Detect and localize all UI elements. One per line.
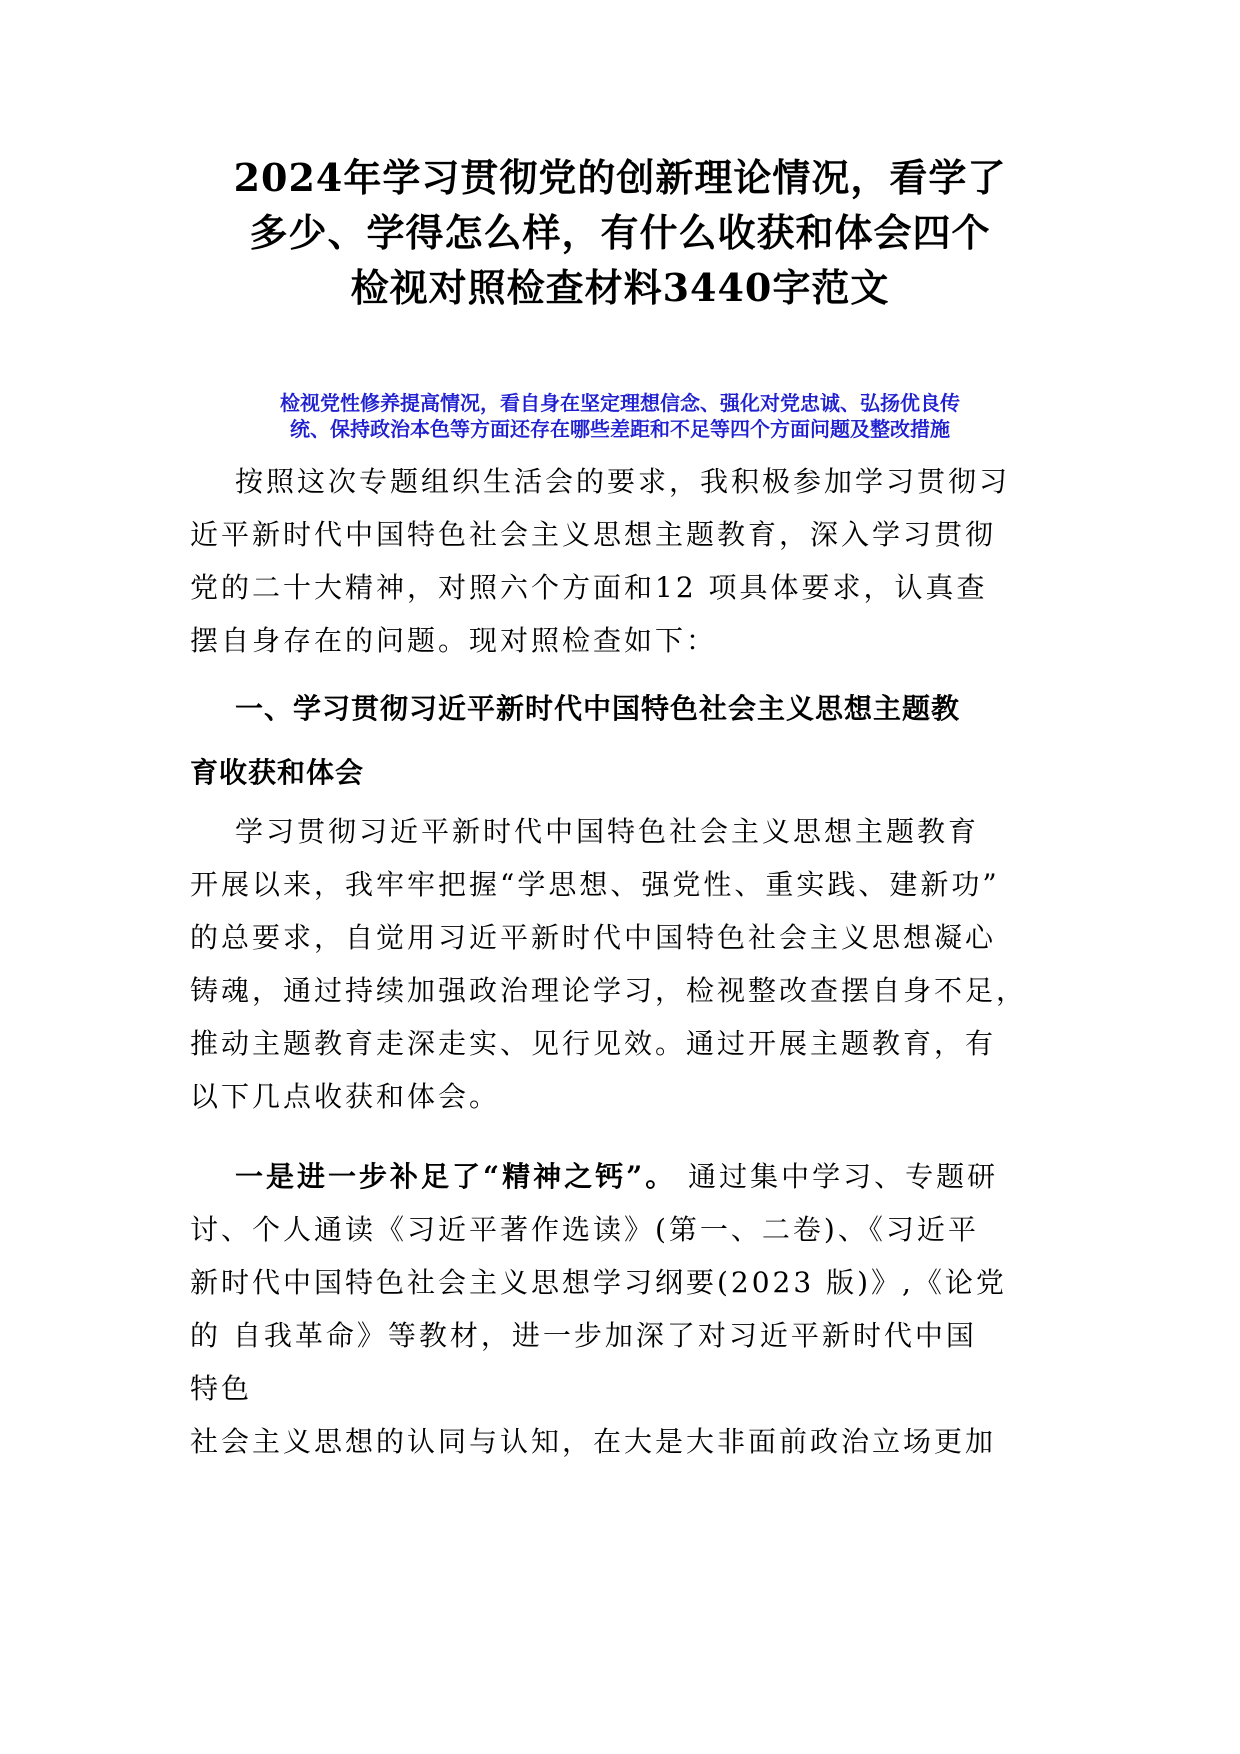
heading-line-1: 一、学习贯彻习近平新时代中国特色社会主义思想主题教 [235,692,961,725]
section-heading [190,680,1060,802]
point-line-2: 讨、个人通读《习近平著作选读》(第一、二卷)、《习近平 [190,1213,979,1246]
title-line-2: 多少、学得怎么样，有什么收获和体会四个 [249,210,991,255]
para-line-6: 以下几点收获和体会。 [190,1080,501,1113]
para-line-3: 的总要求，自觉用习近平新时代中国特色社会主义思想凝心 [190,921,997,954]
point-line-5: 特色 [190,1372,253,1405]
section-paragraph [190,805,1060,1123]
point-line-4: 的 自我革命》等教材，进一步加深了对习近平新时代中国 [190,1319,977,1352]
intro-line-2: 近平新时代中国特色社会主义思想主题教育，深入学习贯彻 [190,518,997,551]
point-line-6: 社会主义思想的认同与认知，在大是大非面前政治立场更加 [190,1425,997,1458]
document-subtitle [170,390,1070,442]
intro-line-3: 党的二十大精神，对照六个方面和12 项具体要求，认真查 [190,571,988,604]
title-line-1: 2024年学习贯彻党的创新理论情况，看学了 [233,155,1007,200]
point-line-1-rest: 通过集中学习、专题研 [676,1160,999,1193]
point-one-paragraph [190,1150,1060,1468]
title-line-3: 检视对照检查材料3440字范文 [350,265,890,310]
para-line-2: 开展以来，我牢牢把握“学思想、强党性、重实践、建新功” [190,868,1000,901]
para-line-5: 推动主题教育走深走实、见行见效。通过开展主题教育，有 [190,1027,997,1060]
para-line-1: 学习贯彻习近平新时代中国特色社会主义思想主题教育 [235,815,980,848]
subtitle-line-1: 检视党性修养提高情况，看自身在坚定理想信念、强化对党忠诚、弘扬优良传 [280,391,960,415]
para-line-4: 铸魂，通过持续加强政治理论学习，检视整改查摆自身不足， [190,974,1028,1007]
intro-line-4: 摆自身存在的问题。现对照检查如下： [190,624,718,657]
point-line-3: 新时代中国特色社会主义思想学习纲要(2023 版)》,《论党 [190,1266,1007,1299]
intro-paragraph [190,455,1060,667]
subtitle-line-2: 统、保持政治本色等方面还存在哪些差距和不足等四个方面问题及整改措施 [290,417,950,441]
point-line-1 [190,1150,1060,1203]
point-lead: 一是进一步补足了“精神之钙”。 [235,1160,677,1193]
intro-line-1: 按照这次专题组织生活会的要求，我积极参加学习贯彻习 [235,465,1011,498]
heading-line-2: 育收获和体会 [190,756,365,789]
document-title [170,150,1070,315]
